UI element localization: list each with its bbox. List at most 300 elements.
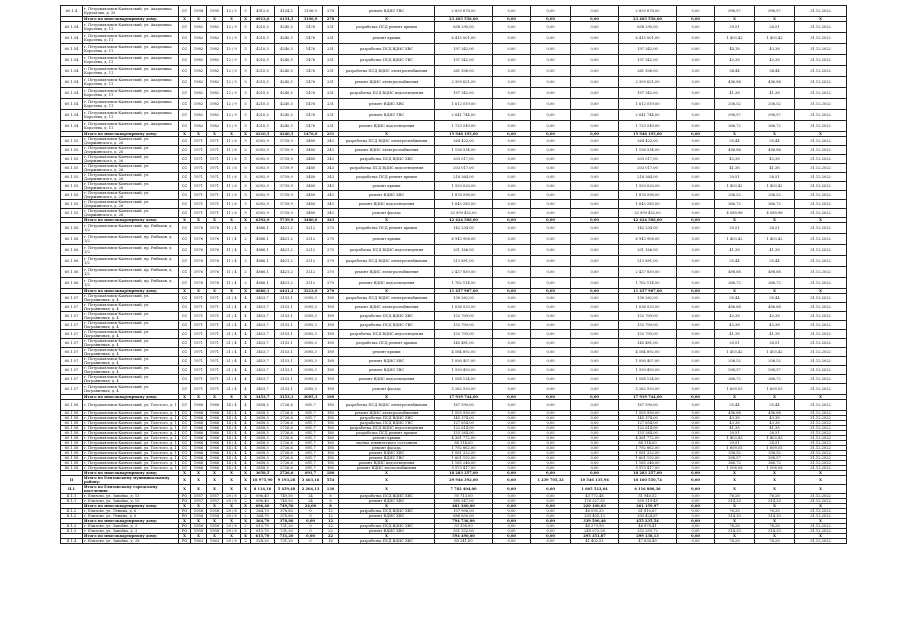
table-cell: 0,00 [677,534,715,539]
table-cell: 1966 [207,421,223,426]
table-cell: 1976 [191,245,207,256]
table-cell: 0,00 [531,88,571,99]
table-cell: разработка ПСД ВДИС электроснабжения [339,294,435,303]
table-cell: 1982 [207,99,223,110]
table-cell: 0,00 [571,77,619,88]
table-cell: 5739,9 [275,200,299,209]
table-cell: 336,52 [755,451,795,456]
table-cell: 5 [241,155,251,164]
table-cell: 0,00 [531,218,571,223]
table-cell: ремонт ВДИС электроснабжения [339,411,435,416]
table-cell: 4210,5 [251,22,275,33]
table-cell: 3153,1 [275,312,299,321]
table-cell: 0,00 [571,278,619,289]
table-cell: 22 959 432,00 [619,209,677,218]
table-cell: 0,00 [531,485,571,494]
table-cell: 231 [323,77,339,88]
table-cell: 0,00 [571,55,619,66]
table-cell: 4 089,96 [715,209,755,218]
table-cell: 12 / 9 [223,77,241,88]
table-cell: 691,7 [299,436,323,441]
table-cell: 231 [323,22,339,33]
table-cell: 54,44 [755,66,795,77]
table-cell: СС [179,366,191,375]
table-cell: 0,00 [571,33,619,44]
table-cell: 2 [241,245,251,256]
table-cell: Х [755,534,795,539]
table-cell: 35,44 [715,294,755,303]
table-cell: 0,00 [571,441,619,446]
table-cell: 1958 [191,524,207,529]
table-cell: СС [179,234,191,245]
table-cell: 60.1.54 [61,33,83,44]
table-cell: 0,00 [531,466,571,471]
table-cell: 0,00 [531,173,571,182]
address-cell: г. Петропавловск-Камчатский, ул. Академика Королева, д. 11 [83,44,179,55]
table-cell: 43,38 [715,421,755,426]
table-cell: 60.1.54 [61,55,83,66]
table-cell: 514,33 [715,529,755,534]
table-cell: Х [795,485,847,494]
table-cell: 11 / 6 [223,209,241,218]
table-cell: Х [715,289,755,294]
register-sheet [60,5,846,544]
table-cell: 31.12.2022 [795,416,847,421]
table-cell: 0,00 [531,375,571,384]
table-cell: 4240,5 [275,22,299,33]
table-cell: 6 943 908,00 [619,234,677,245]
table-cell: 43 772,48 [571,494,619,499]
table-cell: 3658,5 [251,400,275,411]
table-cell: 203 017,00 [435,164,493,173]
table-cell: 22 959 432,00 [435,209,493,218]
table-cell: 12 / 9 [223,121,241,132]
table-cell: 3658,5 [251,436,275,441]
table-cell: 1966 [191,461,207,466]
table-cell: 31.12.2022 [795,321,847,330]
table-cell: 189 [323,303,339,312]
table-cell: 1 643 285,00 [435,200,493,209]
table-cell: 0,00 [571,330,619,339]
table-cell: СС [179,375,191,384]
table-cell: 3153,1 [275,366,299,375]
table-cell: 3095,3 [299,321,323,330]
table-cell: 749,50 [275,499,299,504]
table-cell: 731,20 [275,539,299,544]
table-cell: 0,00 [493,400,531,411]
table-cell: 691,7 [299,426,323,431]
table-cell: 60.1.55 [61,164,83,173]
table-cell: СС [179,155,191,164]
table-cell: 3453,7 [251,303,275,312]
table-cell: 1971 [207,164,223,173]
table-cell: 2 309 621,00 [435,77,493,88]
table-cell: 35,44 [755,294,795,303]
table-cell: Х [207,132,223,137]
table-cell: 3453,7 [251,384,275,395]
table-cell: 0,00 [531,33,571,44]
table-cell: 6392,9 [251,209,275,218]
table-cell: 60.1.57 [61,330,83,339]
table-cell: 514,33 [715,499,755,504]
table-cell: СС [179,182,191,191]
table-cell: 0,00 [493,121,531,132]
table-cell: 1476 [299,55,323,66]
table-cell: 31.12.2022 [795,384,847,395]
table-cell: 0,00 [571,209,619,218]
table-cell: 249 072,28 [571,529,619,534]
table-cell: 4210,5 [251,44,275,55]
table-cell: 2 [241,256,251,267]
table-cell: 31.12.2022 [795,529,847,534]
table-cell: РО [179,529,191,534]
table-cell: 180 [323,400,339,411]
table-cell: 18 283 357,00 [435,471,493,476]
table-cell: 145 374,00 [619,416,677,421]
table-cell: РО [179,524,191,529]
table-cell: ремонт ВДИС ХВС [339,451,435,456]
table-cell: 218 364,00 [619,173,677,182]
table-cell: СС [179,461,191,466]
table-cell: 0,00 [493,431,531,436]
table-cell: 1976 [191,234,207,245]
table-cell: 95 713,00 [435,494,493,499]
table-cell: 1966 [207,400,223,411]
table-cell: 1966 [191,436,207,441]
table-cell: 4 361 772,00 [619,436,677,441]
table-cell: 481 260,00 [435,504,493,509]
table-cell: 528,20 [251,539,275,544]
table-cell: 3212 [299,267,323,278]
table-cell: 31.12.2022 [795,451,847,456]
table-cell: 0,00 [571,384,619,395]
table-cell: разработка ПСД ремонт крыши [339,223,435,234]
table-cell: РО [179,509,191,514]
table-cell: 31.12.2022 [795,110,847,121]
table-cell: 4 [241,466,251,471]
table-cell: 14 / 4 [223,426,241,431]
table-cell: 1971 [207,375,223,384]
table-cell: 3453,7 [251,366,275,375]
table-cell: 153 264,00 [435,431,493,436]
table-cell: 1 090 407,00 [435,357,493,366]
table-cell: 203 017,00 [619,155,677,164]
table-row [61,267,847,278]
table-cell: 1 939 450,00 [435,366,493,375]
table-cell: 0,00 [571,456,619,461]
table-cell: 0,00 [677,426,715,431]
table-cell: 0,00 [677,55,715,66]
table-cell: ремонт крыши [339,436,435,441]
table-cell: 336,52 [755,99,795,110]
table-cell: 4 089,96 [755,209,795,218]
table-cell: 0,00 [677,514,715,519]
table-cell: 152 709,00 [619,330,677,339]
table-cell: РО [179,514,191,519]
table-cell: 2 [241,494,251,499]
table-cell: 0,00 [493,436,531,441]
table-cell: 366,72 [755,278,795,289]
table-cell: 0,00 [493,191,531,200]
address-cell: г. Петропавловск-Камчатский, ул. Дзержинского, д. 26 [83,137,179,146]
table-cell: 4 [241,446,251,451]
table-cell: 3095,3 [299,330,323,339]
table-cell: 1 081 322,00 [619,451,677,456]
table-cell: СС [179,278,191,289]
table-cell: 60.1.58 [61,431,83,436]
table-cell: 189 [323,348,339,357]
table-row [61,294,847,303]
table-cell: 731,20 [275,529,299,534]
table-cell: 1963 [191,539,207,544]
table-cell: 0,00 [677,348,715,357]
table-cell: 76,28 [755,509,795,514]
table-cell: 0,00 [493,466,531,471]
table-cell: СС [179,384,191,395]
table-cell: 31.12.2022 [795,494,847,499]
table-row [61,110,847,121]
table-row [61,223,847,234]
table-cell: 343 [323,191,339,200]
table-cell: 41,38 [715,164,755,173]
table-cell: ремонт ВДИС электроснабжения [339,267,435,278]
table-cell: 1971 [191,200,207,209]
table-cell: 0,00 [531,395,571,400]
table-cell: 1982 [191,66,207,77]
table-cell: 35,44 [755,256,795,267]
table-cell: 180 [323,461,339,466]
table-cell: 197 342,00 [619,44,677,55]
table-cell: 31.12.2022 [795,121,847,132]
table-row [61,384,847,395]
table-cell: 4886,1 [251,267,275,278]
table-cell: 4 [241,348,251,357]
table-cell: 6392,9 [251,173,275,182]
table-cell: СС [179,421,191,426]
table-cell: 28,51 [755,22,795,33]
table-cell: 0,00 [493,256,531,267]
table-cell: 1963 [207,539,223,544]
table-cell: 2 204,13 [299,485,323,494]
table-cell: Х [755,504,795,509]
table-cell: 1957 [191,499,207,504]
table-cell: 0,00 [677,476,715,485]
table-cell: 60.1.54 [61,88,83,99]
table-cell: 0,00 [531,441,571,446]
table-cell: 0,00 [571,436,619,441]
table-cell: 189 [323,366,339,375]
table-cell: 5 [241,200,251,209]
table-cell: СС [179,294,191,303]
table-cell: 0,00 [571,471,619,476]
table-cell: 3480 [299,209,323,218]
table-cell: ремонт ВДИС ХВС [339,357,435,366]
table-cell: 1 612 019,00 [435,99,493,110]
table-cell: 2726,6 [275,411,299,416]
table-cell: 4 [241,416,251,421]
table-cell: ремонт ВДИС ХВС [339,529,435,534]
table-cell: 366,72 [755,375,795,384]
table-cell: 615,70 [251,534,275,539]
table-row [61,99,847,110]
table-cell: 1982 [191,22,207,33]
table-cell: 1971 [191,366,207,375]
table-cell: 339 500,46 [571,519,619,524]
table-cell: 21 / 4 [223,339,241,348]
table-cell: 598,57 [755,366,795,375]
table-row [61,321,847,330]
table-cell: 0,00 [677,504,715,509]
table-cell: 0,00 [493,321,531,330]
table-cell: 3480 [299,146,323,155]
table-cell: 4 [241,294,251,303]
table-cell: 2726,6 [275,421,299,426]
table-cell: 23 465 556,00 [619,17,677,22]
table-cell: Х [715,485,755,494]
table-cell: 598,57 [755,456,795,461]
table-cell: 31.12.2022 [795,421,847,426]
table-cell: Х [339,485,435,494]
table-cell: Х [223,395,241,400]
table-cell: 145 481,00 [619,339,677,348]
table-cell: 3153,1 [275,294,299,303]
table-cell: 54,44 [715,66,755,77]
table-cell: 0,00 [493,456,531,461]
table-cell: 0,00 [571,218,619,223]
table-cell: 4 [241,357,251,366]
table-cell: СС [179,348,191,357]
address-cell: г. Петропавловск-Камчатский, пр. Рыбаков, д. 1/2 [83,234,179,245]
table-cell: 29,51 [715,173,755,182]
table-cell: Х [755,485,795,494]
table-cell: 1966 [207,426,223,431]
table-row [61,155,847,164]
table-cell: 3212 [299,278,323,289]
table-cell: 264 422,00 [619,137,677,146]
table-cell: 31.12.2022 [795,44,847,55]
table-cell: 14 / 4 [223,421,241,426]
table-cell: 23 465 556,00 [435,17,493,22]
table-cell: 1966 [207,411,223,416]
table-cell: 31.12.2022 [795,303,847,312]
table-cell: 31.12.2022 [795,348,847,357]
table-cell: 1 792 862,00 [619,446,677,451]
table-cell: 1 165 246,00 [619,461,677,466]
table-cell: 29 / 8 [223,509,241,514]
table-cell: 270 [323,245,339,256]
table-cell: 31.12.2022 [795,456,847,461]
table-cell: 60.1.57 [61,339,83,348]
table-cell: 0,00 [493,494,531,499]
table-cell: Х [223,519,241,524]
table-cell: 794 736,00 [435,519,493,524]
address-cell: г. Петропавловск-Камчатский, ул. Академика Королева, д. 11 [83,88,179,99]
table-cell: 218 364,00 [435,173,493,182]
table-cell: 31.12.2022 [795,330,847,339]
table-cell: 1966 [191,456,207,461]
table-cell: 1966 [207,451,223,456]
table-cell: 0,00 [571,110,619,121]
table-cell: 197 342,00 [619,55,677,66]
table-cell: ремонт ВДИС ХВС [339,499,435,504]
table-cell: 514,33 [755,499,795,504]
address-cell: г. Петропавловск-Камчатский, ул. Пограничная, д. 4 [83,375,179,384]
table-cell: СС [179,110,191,121]
table-cell: 60.1.56 [61,234,83,245]
table-cell: 43,38 [715,416,755,421]
table-cell: 2 [241,223,251,234]
table-cell: 197 342,00 [435,55,493,66]
table-cell: 0,00 [531,348,571,357]
table-cell: 189 [323,312,339,321]
table-cell: СС [179,245,191,256]
table-cell: 18 283 357,00 [619,471,677,476]
table-cell: ремонт ВДИС электроснабжения [339,146,435,155]
table-cell: 93 158,00 [435,524,493,529]
table-cell: 3453,7 [251,294,275,303]
table-cell: 0,00 [571,400,619,411]
table-cell: 12 / 9 [223,88,241,99]
table-cell: II.1.1 [61,494,83,499]
table-cell: 0,00 [531,524,571,529]
table-cell: 0,00 [531,312,571,321]
table-cell: 0,00 [677,164,715,173]
table-cell: 152 709,00 [619,321,677,330]
table-cell: 0,00 [677,485,715,494]
table-cell: 0,00 [493,514,531,519]
table-cell: 1976 [207,234,223,245]
table-cell: 60.1.57 [61,294,83,303]
table-cell: 366,72 [715,461,755,466]
table-cell: 343 [323,218,339,223]
table-cell: 1971 [207,137,223,146]
table-cell: 0,00 [571,234,619,245]
table-cell: 1 403,42 [715,33,755,44]
table-row [61,539,847,544]
table-cell: 0,00 [571,223,619,234]
table-cell: 3658,5 [251,466,275,471]
table-cell: 691,7 [299,446,323,451]
table-cell: 1971 [207,173,223,182]
table-cell: СС [179,99,191,110]
table-cell: 41,38 [755,330,795,339]
table-cell: 0,00 [571,164,619,173]
table-cell: 46 878,41 [619,524,677,529]
table-cell: 0,00 [571,289,619,294]
table-cell: 76,28 [715,524,755,529]
table-cell: 0,00 [531,330,571,339]
table-cell: 17 919 744,00 [619,395,677,400]
table-cell: 3658,5 [251,461,275,466]
table-cell: 6 415 001,00 [435,33,493,44]
table-cell: 0,00 [531,357,571,366]
table-cell: 0,00 [677,289,715,294]
table-cell: 14 / 4 [223,441,241,446]
table-cell: 1971 [207,312,223,321]
table-cell: 496,88 [715,77,755,88]
table-cell: 4 [241,330,251,339]
table-cell: 5739,9 [275,209,299,218]
table-cell: 107 906,00 [435,509,493,514]
table-cell: 1476 [299,66,323,77]
table-cell: 4240,5 [275,88,299,99]
table-cell: 343 [323,173,339,182]
table-cell: 43,38 [755,321,795,330]
table-cell: 496,88 [755,146,795,155]
table-cell: 3658,5 [251,426,275,431]
table-cell: 1966 [207,466,223,471]
address-cell: г. Елизово, ул. Завойко, д. 15 [83,494,179,499]
